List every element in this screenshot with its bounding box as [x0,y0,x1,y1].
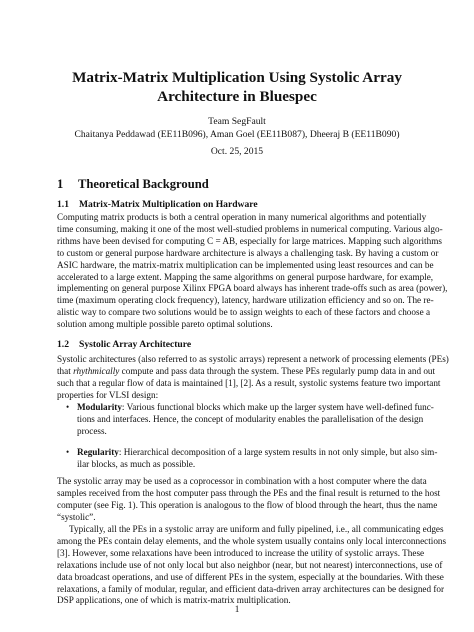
bullet-term: Regularity [77,447,119,457]
text-line: accelerated to a large extent. Mapping the same algorithms on general purpose hardware, for example, [57,271,434,282]
text-segment: compute and pass data through the system. These PEs regularly pump data in and out [119,365,436,376]
text-line [57,365,436,378]
text-line: [3]. However, some relaxations have been introduced to increase the utility of systolic arrays. These [57,547,425,558]
author-block [30,115,444,141]
text-line: ASIC hardware, the matrix-matrix multiplication can be implemented using least resources and can be [57,259,434,270]
text-line: time (maximum operating clock frequency), latency, hardware utilization efficiency and so on. The re- [57,295,434,306]
text-line: alistic way to compare two solutions would be to assign weights to each of these factors and choose a [57,307,431,318]
text-line: process. [77,425,107,436]
page-number: 1 [234,604,240,614]
text-line: time consuming, making it one of the most well-studied problems in numerical computing. Various algo- [57,223,443,234]
text-line: ilar blocks, as much as possible. [77,458,196,469]
text-line: “systolic”. [57,511,96,522]
text-line: properties for VLSI design: [57,389,159,400]
text-line: Systolic architectures (also referred to as systolic arrays) represent a network of processing elements (PEs) [57,354,449,364]
text-line: Computing matrix products is both a central operation in many numerical algorithms and potentially [57,212,427,222]
section-number: 1 [57,177,64,191]
paragraph-1-1 [57,212,448,331]
subsection-title: Matrix-Matrix Multiplication on Hardware [79,199,258,210]
subsection-number: 1.1 [57,199,69,210]
subsection-number: 1.2 [57,339,69,350]
text-segment: : Hierarchical decomposition of a large system results in not only simple, but also sim- [118,447,438,457]
text-line: DSP applications, one of which is matrix-matrix multiplication. [57,595,291,606]
text-line: data broadcast operations, and use of different PEs in the system, especially at the boundaries. With these [57,571,444,582]
text-line: rithms have been devised for computing C = AB, especially for large matrices. Mapping such algorithms [57,235,442,246]
paragraph-1-2-intro [57,354,449,402]
text-line: among the PEs contain delay elements, and the whole system usually contains only local interconnections [57,535,447,546]
title-line-1: Matrix-Matrix Multiplication Using Systolic Array [72,69,402,86]
subsection-title: Systolic Array Architecture [79,339,192,350]
bullet-item-modularity [66,402,434,438]
section-title: Theoretical Background [78,177,209,191]
text-line: computer (see Fig. 1). This operation is analogous to the flow of blood through the heart, thus the name [57,499,438,510]
text-line: samples received from the host computer pass through the PEs and the final result is returned to the host [57,487,441,498]
section-heading-1 [57,176,209,192]
bullet-item-regularity [66,447,438,471]
text-line [77,447,438,459]
paragraph-1-2-coprocessor [57,476,441,524]
text-segment: : Various functional blocks which make up the larger system have well-defined func- [121,402,434,412]
text-line: relaxations include use of not only local but also neighbor (near, but not nearest) interconnections, use of [57,559,443,570]
team-name: Team SegFault [208,116,266,127]
paragraph-1-2-pe-details [57,524,447,607]
text-line: tions and interfaces. Hence, the concept of modularity enables the parallelisation of the design [77,413,424,424]
text-line [77,402,434,414]
text-line: implementing on general purpose Xilinx FPGA board always has inherent trade-offs such as area (power), [57,283,448,294]
bullet-term: Modularity [77,402,122,412]
paper-title [30,68,444,106]
text-line: The systolic array may be used as a coprocessor in combination with a host computer where the data [57,476,427,486]
text-line: Typically, all the PEs in a systolic array are uniform and fully pipelined, i.e., all communicating edges [69,524,444,534]
subsection-heading-1-2 [57,338,191,351]
bullet-icon: • [66,402,70,412]
author-list: Chaitanya Peddawad (EE11B096), Aman Goel (EE11B087), Dheeraj B (EE11B090) [74,129,400,140]
text-line: solution among multiple possible pareto optimal solutions. [57,319,273,330]
text-line: to custom or general purpose hardware architecture is always a challenging task. By having a custom or [57,247,439,258]
emphasis-text: rhythmically [73,365,120,376]
subsection-heading-1-1 [57,198,258,211]
text-line: relaxations, a family of modular, regular, and efficient data-driven array architectures can be designed for [57,583,445,594]
text-line: such that a regular flow of data is maintained [1], [2]. As a result, systolic systems feature two important [57,377,441,388]
text-segment: that [57,365,74,376]
bullet-icon: • [66,447,70,457]
title-line-2: Architecture in Bluespec [157,88,317,105]
paper-date: Oct. 25, 2015 [210,146,264,157]
